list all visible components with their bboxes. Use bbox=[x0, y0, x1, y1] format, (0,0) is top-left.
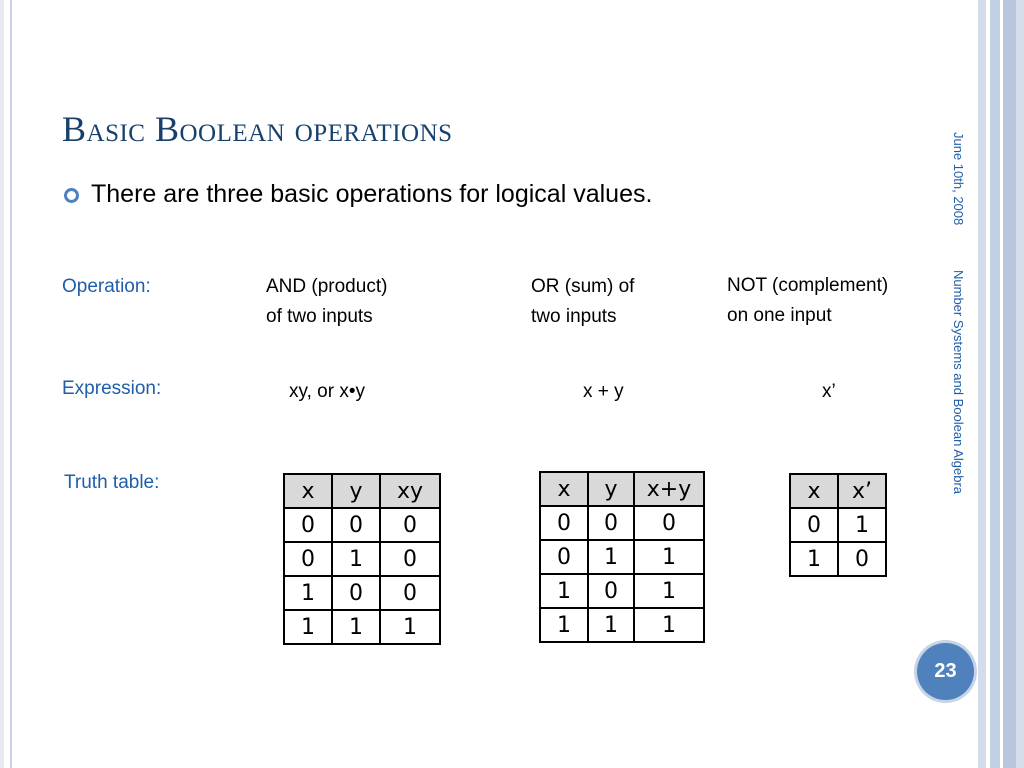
table-cell: 1 bbox=[634, 608, 704, 642]
table-header-cell: y bbox=[332, 474, 380, 508]
table-header-cell: x bbox=[540, 472, 588, 506]
or-description bbox=[531, 272, 731, 332]
or-truth-table bbox=[539, 471, 705, 643]
table-cell: 0 bbox=[540, 506, 588, 540]
table-cell: 0 bbox=[380, 576, 440, 610]
footer-date: June 10th, 2008 bbox=[951, 132, 966, 226]
table-header-cell: x+y bbox=[634, 472, 704, 506]
table-header-cell: x’ bbox=[838, 474, 886, 508]
table-cell: 1 bbox=[634, 540, 704, 574]
right-decor-stripe bbox=[1016, 0, 1024, 768]
table-cell: 1 bbox=[332, 542, 380, 576]
not-description bbox=[727, 271, 937, 331]
table-row bbox=[284, 576, 440, 610]
table-cell: 0 bbox=[332, 576, 380, 610]
table-row bbox=[284, 542, 440, 576]
page-number-badge: 23 bbox=[917, 643, 974, 700]
table-cell: 0 bbox=[838, 542, 886, 576]
right-decor-stripe bbox=[978, 0, 986, 768]
table-row bbox=[790, 508, 886, 542]
and-description-line2: of two inputs bbox=[266, 306, 373, 327]
table-header-row bbox=[790, 474, 886, 508]
truth-table-label: Truth table: bbox=[64, 472, 160, 493]
and-description-line1: AND (product) bbox=[266, 276, 388, 297]
table-row bbox=[540, 540, 704, 574]
not-description-line2: on one input bbox=[727, 305, 832, 326]
bullet-text: There are three basic operations for logical values. bbox=[91, 180, 653, 208]
table-cell: 1 bbox=[284, 610, 332, 644]
table-cell: 0 bbox=[790, 508, 838, 542]
circle-bullet-icon bbox=[64, 188, 79, 203]
table-cell: 1 bbox=[588, 608, 634, 642]
table-cell: 1 bbox=[588, 540, 634, 574]
and-description bbox=[266, 272, 466, 332]
right-decor-stripe bbox=[990, 0, 1000, 768]
table-cell: 0 bbox=[284, 542, 332, 576]
table-cell: 1 bbox=[838, 508, 886, 542]
table-row bbox=[284, 508, 440, 542]
or-expression: x + y bbox=[583, 381, 624, 402]
table-cell: 0 bbox=[332, 508, 380, 542]
right-decor-stripe bbox=[1003, 0, 1016, 768]
table-cell: 1 bbox=[540, 574, 588, 608]
table-cell: 1 bbox=[284, 576, 332, 610]
table-row bbox=[540, 608, 704, 642]
left-decor-bar bbox=[0, 0, 4, 768]
not-description-line1: NOT (complement) bbox=[727, 275, 889, 296]
table-header-row bbox=[284, 474, 440, 508]
table-header-cell: xy bbox=[380, 474, 440, 508]
table-cell: 1 bbox=[380, 610, 440, 644]
table-header-cell: y bbox=[588, 472, 634, 506]
left-decor-line bbox=[10, 0, 12, 768]
or-description-line1: OR (sum) of bbox=[531, 276, 635, 297]
table-cell: 0 bbox=[284, 508, 332, 542]
expression-label: Expression: bbox=[62, 378, 162, 399]
table-cell: 1 bbox=[540, 608, 588, 642]
not-truth-table bbox=[789, 473, 887, 577]
table-header-cell: x bbox=[284, 474, 332, 508]
table-cell: 1 bbox=[332, 610, 380, 644]
table-cell: 1 bbox=[790, 542, 838, 576]
table-cell: 1 bbox=[634, 574, 704, 608]
table-row bbox=[284, 610, 440, 644]
bullet-item bbox=[64, 180, 652, 209]
table-cell: 0 bbox=[634, 506, 704, 540]
table-cell: 0 bbox=[588, 506, 634, 540]
table-cell: 0 bbox=[588, 574, 634, 608]
and-truth-table bbox=[283, 473, 441, 645]
not-expression: x’ bbox=[822, 381, 836, 402]
or-description-line2: two inputs bbox=[531, 306, 617, 327]
table-row bbox=[540, 574, 704, 608]
operation-label: Operation: bbox=[62, 276, 151, 297]
and-expression: xy, or x•y bbox=[289, 381, 365, 402]
table-header-row bbox=[540, 472, 704, 506]
table-cell: 0 bbox=[540, 540, 588, 574]
table-row bbox=[790, 542, 886, 576]
table-header-cell: x bbox=[790, 474, 838, 508]
slide-title: Basic Boolean operations bbox=[62, 109, 453, 149]
table-cell: 0 bbox=[380, 508, 440, 542]
table-cell: 0 bbox=[380, 542, 440, 576]
table-row bbox=[540, 506, 704, 540]
footer-course-title: Number Systems and Boolean Algebra bbox=[951, 270, 966, 495]
